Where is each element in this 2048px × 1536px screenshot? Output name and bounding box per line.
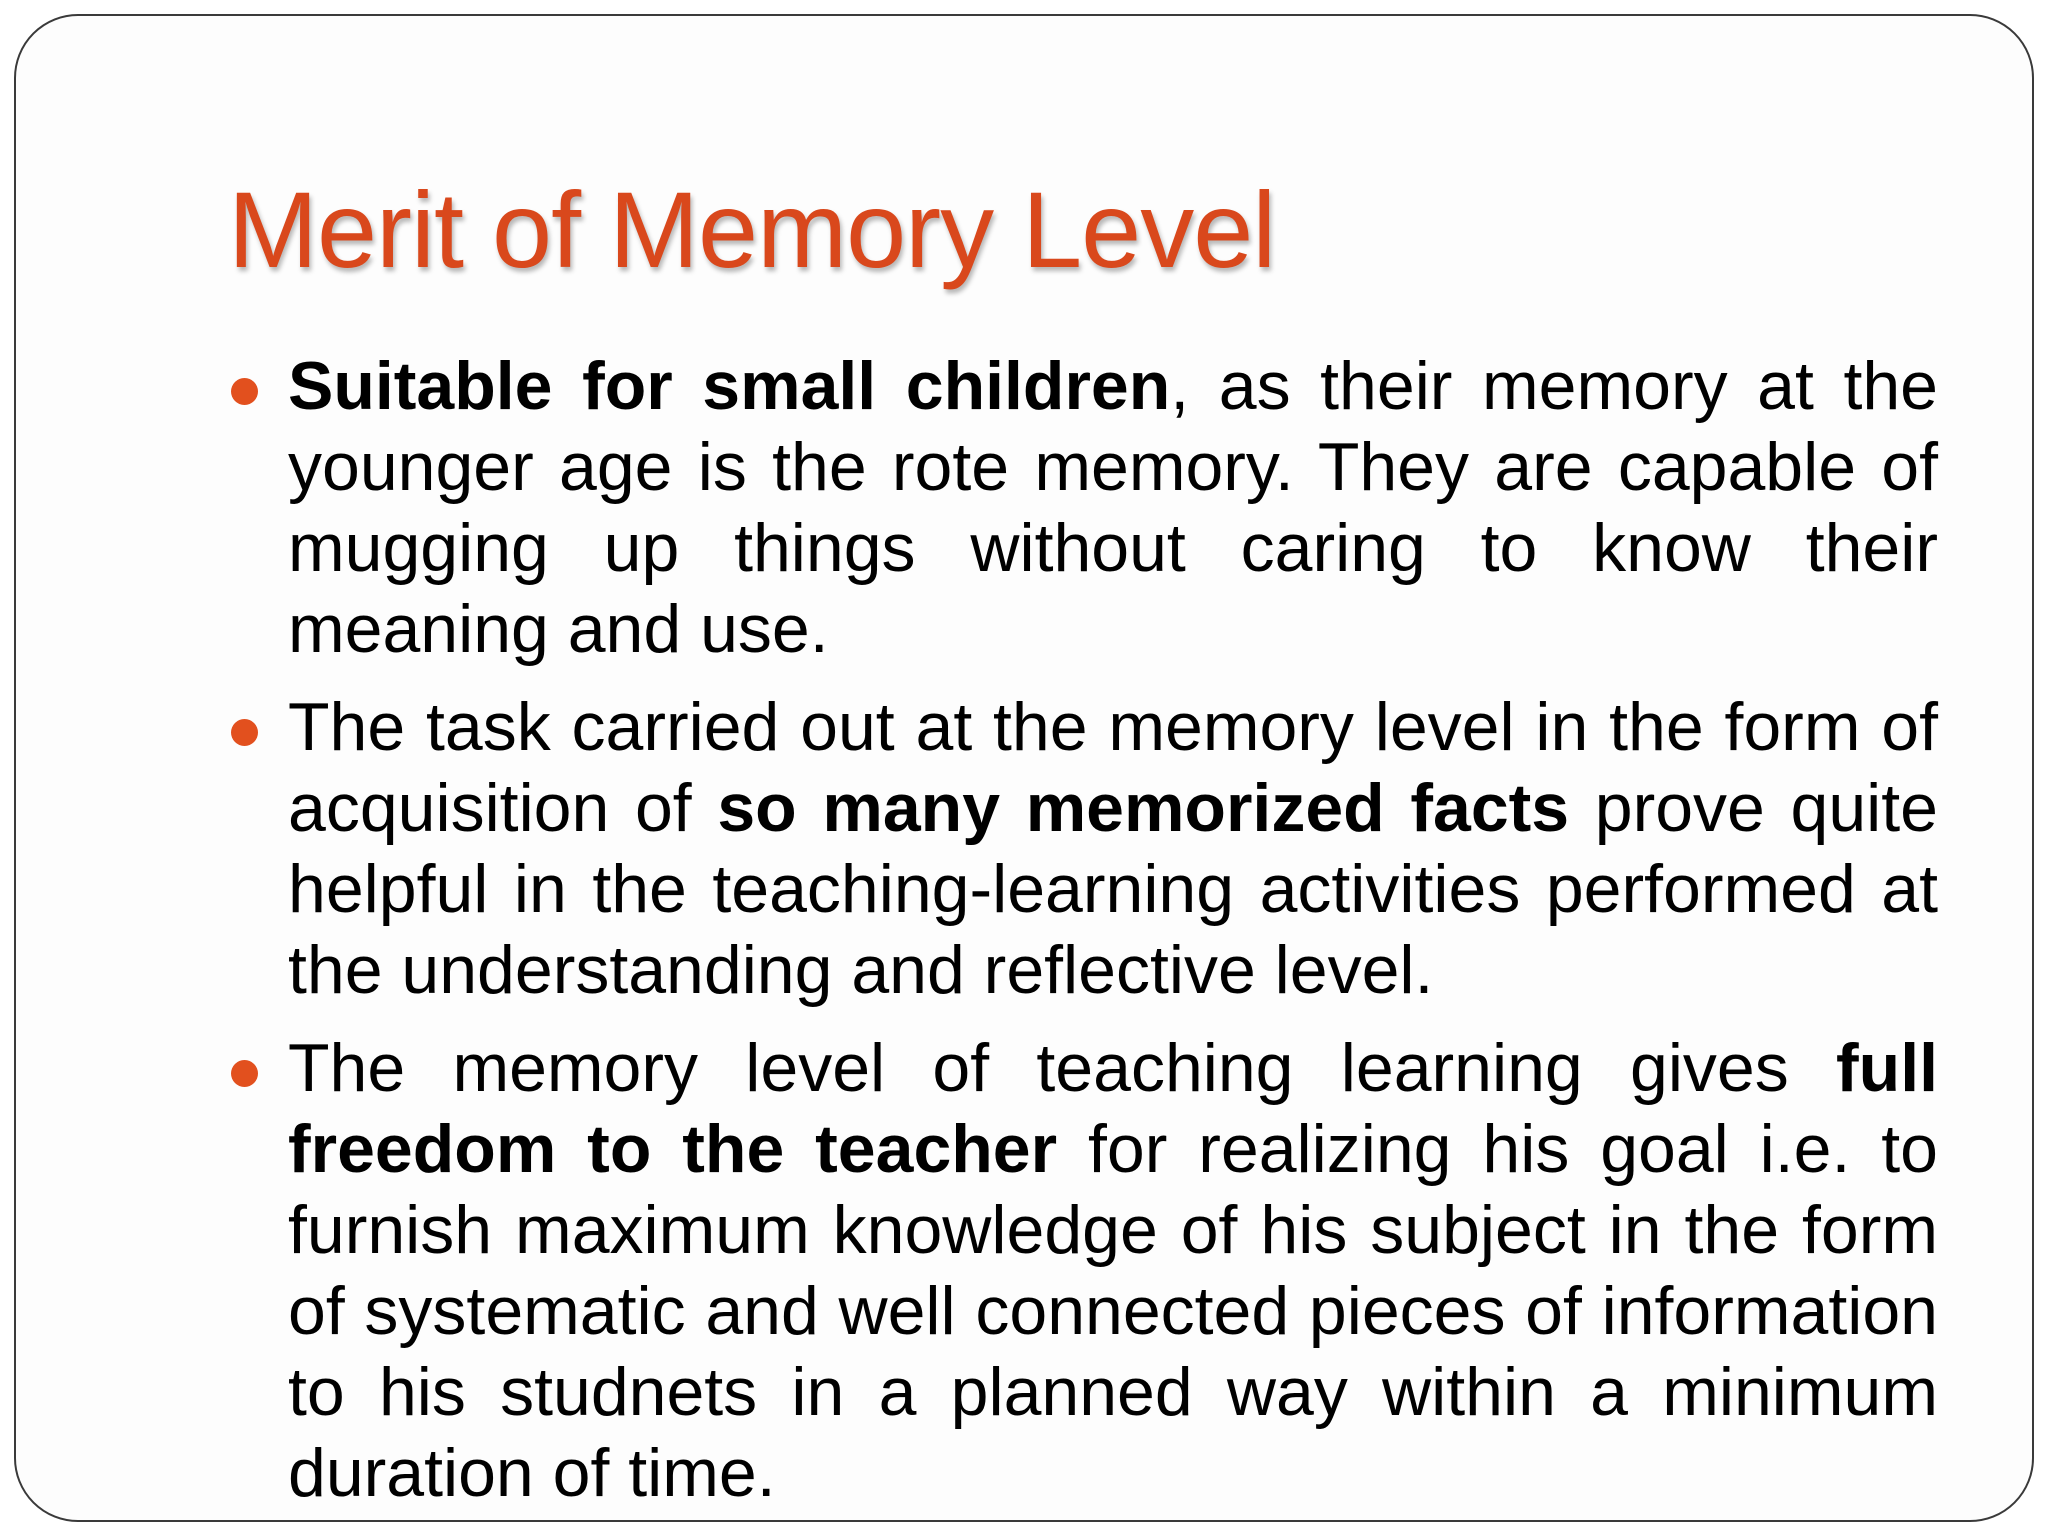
bullet-dot-icon [231, 719, 258, 746]
bullet-bold-text: full freedom to the teacher [288, 1030, 1938, 1187]
bullet-dot-icon [231, 1060, 258, 1087]
bullet-text: for realizing his goal i.e. to furnish maximum knowledge of his subject in the form of systematic and well connected pieces of information to his studnets in a planned way within a minimum duration of time. [288, 1111, 1938, 1511]
slide-title: Merit of Memory Level [228, 169, 1276, 290]
bullet-item [288, 687, 1938, 1011]
bullet-text: The task carried out at the memory level in the form of acquisition of [288, 689, 1938, 846]
bullet-bold-text: so many memorized facts [717, 770, 1570, 846]
bullet-item [288, 346, 1938, 670]
bullet-bold-text: Suitable for small children [288, 348, 1171, 424]
bullet-dot-icon [231, 378, 258, 405]
bullet-list [288, 346, 1938, 1522]
bullet-text: The memory level of teaching learning gives [288, 1030, 1837, 1106]
bullet-text: prove quite helpful in the teaching-learning activities performed at the understanding and reflective level. [288, 770, 1939, 1008]
bullet-item [288, 1028, 1938, 1514]
slide-frame [14, 14, 2034, 1522]
bullet-text: , as their memory at the younger age is the rote memory. They are capable of mugging up things without caring to know their meaning and use. [288, 348, 1939, 667]
